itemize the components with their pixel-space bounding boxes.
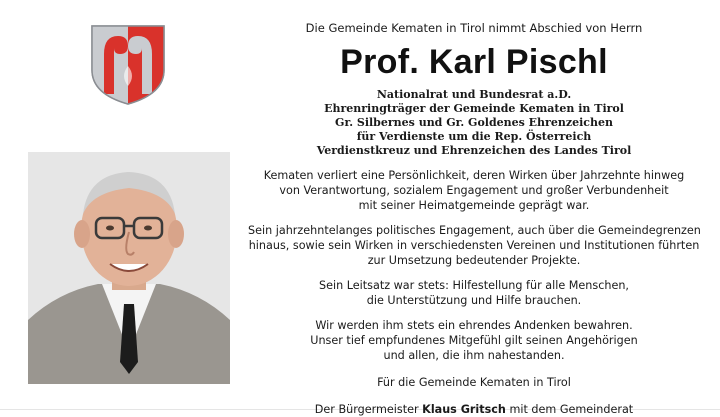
tribute-paragraph xyxy=(248,223,700,268)
honor-line: Verdienstkreuz und Ehrenzeichen des Landes Tirol xyxy=(316,144,632,157)
notice-text xyxy=(248,20,700,417)
tribute-paragraph xyxy=(248,168,700,213)
honor-line: Ehrenringträger der Gemeinde Kematen in Tirol xyxy=(324,102,624,115)
honors-list xyxy=(248,88,700,158)
paragraph-line: mit seiner Heimatgemeinde geprägt war. xyxy=(358,199,590,212)
honor-line: Nationalrat und Bundesrat a.D. xyxy=(376,88,572,101)
paragraph-line: Kematen verliert eine Persönlichkeit, deren Wirken über Jahrzehnte hinweg xyxy=(263,169,685,182)
honor-line: für Verdienste um die Rep. Österreich xyxy=(356,130,592,143)
paragraph-line: Wir werden ihm stets ein ehrendes Andenken bewahren. xyxy=(315,319,633,332)
tribute-paragraph xyxy=(248,278,700,308)
paragraph-line: hinaus, sowie sein Wirken in verschiedensten Vereinen und Institutionen führten xyxy=(248,239,700,252)
paragraph-line: von Verantwortung, sozialem Engagement und großer Verbundenheit xyxy=(279,184,669,197)
mayor-name: Klaus Gritsch xyxy=(422,403,506,416)
honor-line: Gr. Silbernes und Gr. Goldenes Ehrenzeichen xyxy=(335,116,613,129)
intro-line: Die Gemeinde Kematen in Tirol nimmt Abschied von Herrn xyxy=(305,21,643,35)
paragraph-line: Sein jahrzehntelanges politisches Engagement, auch über die Gemeindegrenzen xyxy=(248,224,701,237)
paragraph-line: Sein Leitsatz war stets: Hilfestellung für alle Menschen, xyxy=(319,279,629,292)
closing-line: Für die Gemeinde Kematen in Tirol xyxy=(377,376,571,389)
tribute-paragraph xyxy=(248,318,700,363)
paragraph-line: zur Umsetzung bedeutender Projekte. xyxy=(367,254,581,267)
municipal-coat-of-arms xyxy=(90,24,166,106)
signature-prefix: Der Bürgermeister xyxy=(314,403,419,416)
paragraph-line: und allen, die ihm nahestanden. xyxy=(383,349,565,362)
paragraph-line: Unser tief empfundenes Mitgefühl gilt seinen Angehörigen xyxy=(310,334,638,347)
paragraph-line: die Unterstützung und Hilfe brauchen. xyxy=(366,294,582,307)
portrait-photo xyxy=(28,152,230,384)
deceased-name: Prof. Karl Pischl xyxy=(340,43,608,81)
signature-suffix: mit dem Gemeinderat xyxy=(509,403,634,416)
